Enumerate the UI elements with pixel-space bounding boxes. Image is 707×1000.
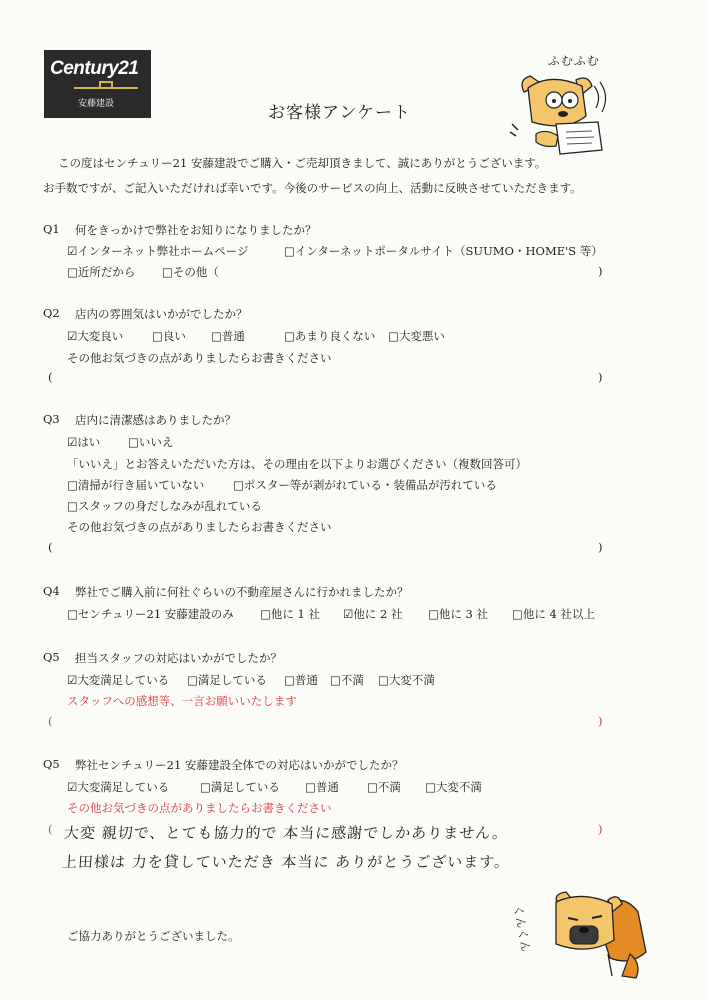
logo-subtitle: 安藤建設 (78, 99, 115, 109)
q2-question: 店内の雰囲気はいかがでしたか？ (75, 307, 248, 321)
q1-option-other[interactable]: □その他（ (162, 265, 219, 279)
logo-wordmark: Century21 (50, 58, 139, 79)
q2-option-not-good[interactable]: □あまり良くない (284, 329, 376, 343)
q3-reason-instruction: 「いいえ」とお答えいただいた方は、その理由を以下よりお選びください（複数回答可） (67, 457, 527, 471)
checked-checkbox-icon[interactable]: ☑ (67, 244, 78, 258)
q5a-option-dissatisfied[interactable]: □不満 (330, 673, 364, 687)
q3-option-yes-label: はい (77, 435, 101, 449)
q5a-close-paren: ) (598, 714, 603, 728)
q5a-open-paren: ( (48, 714, 53, 728)
doodle-caption-top: ふむふむ (547, 54, 601, 68)
q3-comment-prompt: その他お気づきの点がありましたらお書きください (67, 520, 332, 534)
q5a-option-satisfied[interactable]: □満足している (187, 673, 267, 687)
doodle-caption-bottom: くんくん (511, 904, 533, 954)
q2-option-very-good-label: 大変良い (77, 329, 124, 343)
q5a-option-very-satisfied[interactable] (67, 672, 169, 688)
q5b-option-satisfied[interactable]: □満足している (200, 780, 280, 794)
q2-open-paren: ( (48, 370, 53, 384)
q3-option-no[interactable]: □いいえ (128, 435, 174, 449)
q2-comment-field[interactable] (60, 366, 590, 388)
intro-line-2: お手数ですが、ご記入いただければ幸いです。今後のサービスの向上、活動に反映させていただきます。 (43, 181, 582, 195)
q1-number: Q1 (43, 222, 60, 236)
q5b-option-very-dissatisfied[interactable]: □大変不満 (425, 780, 482, 794)
q3-close-paren: ) (598, 540, 603, 554)
dog-reading-illustration (506, 50, 616, 162)
q1-question: 何をきっかけで弊社をお知りになりましたか？ (75, 223, 317, 237)
q1-close-paren: ) (598, 264, 603, 278)
q1-option-homepage[interactable] (67, 243, 249, 259)
q3-option-yes[interactable] (67, 434, 100, 450)
checked-checkbox-icon[interactable]: ☑ (67, 780, 78, 794)
q4-option-two-others[interactable] (343, 606, 402, 622)
page-title: お客様アンケート (268, 103, 411, 123)
checked-checkbox-icon[interactable]: ☑ (67, 673, 78, 687)
q2-option-good[interactable]: □良い (152, 329, 186, 343)
handwritten-comment-line-1: 大変 親切で、とても協力的で 本当に感謝でしかありません。 (63, 824, 509, 842)
handwritten-comment-line-2: 上田様は 力を貸していただき 本当に ありがとうございます。 (61, 853, 511, 871)
q5a-option-normal[interactable]: □普通 (284, 673, 318, 687)
q1-option-nearby[interactable]: □近所だから (67, 265, 136, 279)
q5a-question: 担当スタッフの対応はいかがでしたか？ (75, 651, 282, 665)
q5b-close-paren: ) (598, 822, 603, 836)
q4-question: 弊社でご購入前に何社ぐらいの不動産屋さんに行かれましたか？ (75, 585, 409, 599)
q2-close-paren: ) (598, 370, 603, 384)
dog-sniffing-illustration (512, 884, 662, 984)
q5a-option-very-satisfied-label: 大変満足している (77, 673, 170, 687)
q5b-option-dissatisfied[interactable]: □不満 (367, 780, 401, 794)
thank-you-message: ご協力ありがとうございました。 (67, 929, 240, 943)
q3-comment-field[interactable] (60, 536, 590, 558)
q5a-comment-prompt: スタッフへの感想等、一言お願いいたします (67, 694, 297, 708)
q5b-comment-prompt: その他お気づきの点がありましたらお書きください (67, 801, 332, 815)
q5b-question: 弊社センチュリー21 安藤建設全体での対応はいかがでしたか？ (75, 758, 404, 772)
intro-line-1: この度はセンチュリー21 安藤建設でご購入・ご売却頂きまして、誠にありがとうございます。 (58, 156, 547, 170)
q2-number: Q2 (43, 306, 60, 320)
company-logo (44, 50, 151, 118)
q1-option-homepage-label: インターネット弊社ホームページ (77, 244, 249, 258)
q3-reason-not-clean[interactable]: □清掃が行き届いていない (67, 478, 205, 492)
q2-option-very-bad[interactable]: □大変悪い (388, 329, 445, 343)
q3-reason-posters[interactable]: □ポスター等が剥がれている・装備品が汚れている (233, 478, 497, 492)
q1-option-portal[interactable]: □インターネットポータルサイト（SUUMO・HOME'S 等） (284, 244, 603, 258)
checked-checkbox-icon[interactable]: ☑ (343, 607, 354, 621)
q3-reason-staff-appearance[interactable]: □スタッフの身だしなみが乱れている (67, 499, 262, 513)
q4-option-four-plus[interactable]: □他に 4 社以上 (512, 607, 595, 621)
q5b-option-very-satisfied-label: 大変満足している (77, 780, 170, 794)
q5a-number: Q5 (43, 650, 60, 664)
q5b-open-paren: ( (48, 822, 53, 836)
q5b-option-normal[interactable]: □普通 (305, 780, 339, 794)
q2-comment-prompt: その他お気づきの点がありましたらお書きください (67, 351, 332, 365)
q4-number: Q4 (43, 584, 60, 598)
checked-checkbox-icon[interactable]: ☑ (67, 435, 78, 449)
q4-option-only-us[interactable]: □センチュリー21 安藤建設のみ (67, 607, 234, 621)
q3-open-paren: ( (48, 540, 53, 554)
checked-checkbox-icon[interactable]: ☑ (67, 329, 78, 343)
q2-option-very-good[interactable] (67, 328, 123, 344)
q4-option-three-others[interactable]: □他に 3 社 (428, 607, 488, 621)
q3-question: 店内に清潔感はありましたか？ (75, 413, 236, 427)
q2-option-normal[interactable]: □普通 (211, 329, 245, 343)
q5a-comment-field[interactable] (60, 710, 590, 732)
q5b-number: Q5 (43, 757, 60, 771)
q5b-option-very-satisfied[interactable] (67, 779, 169, 795)
q4-option-two-others-label: 他に 2 社 (353, 607, 403, 621)
q5a-option-very-dissatisfied[interactable]: □大変不満 (378, 673, 435, 687)
dog-sniffing-icon (512, 884, 662, 984)
logo-rule (74, 87, 138, 89)
q4-option-one-other[interactable]: □他に 1 社 (260, 607, 320, 621)
q3-number: Q3 (43, 412, 60, 426)
